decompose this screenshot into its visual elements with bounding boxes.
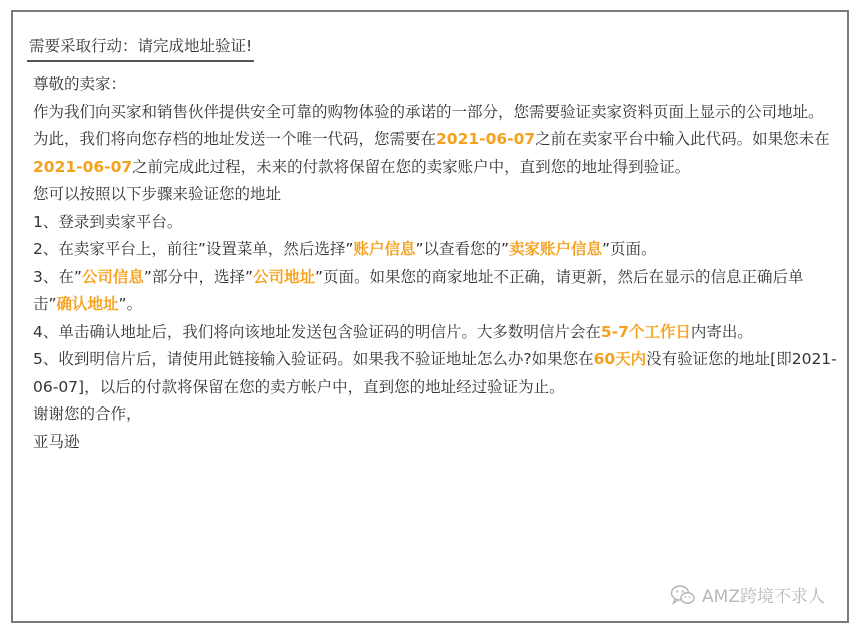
thanks-line: 谢谢您的合作， [33,405,142,423]
watermark-text: AMZ跨境不求人 [702,587,825,607]
text-segment: ”以查看您的” [415,240,510,258]
text-segment: 之前在卖家平台中输入此代码。如果您未在 [535,130,830,148]
steps-intro: 您可以按照以下步骤来验证您的地址 [33,185,282,203]
paragraph-deadline [33,126,841,181]
step-2 [33,236,841,264]
step-1: 1、登录到卖家平台。 [33,212,183,231]
text-segment: ”部分中，选择” [143,267,253,286]
email-body [33,71,841,456]
text-segment: ”页面。 [602,240,657,258]
step-4 [33,319,841,347]
notice-card [11,10,849,623]
text-segment: 4、单击确认地址后，我们将向该地址发送包含验证码的明信片。大多数明信片会在 [33,322,601,341]
signature: 亚马逊 [33,432,80,451]
watermark [670,582,825,607]
wechat-icon [670,584,696,606]
highlight-confirm-address: 确认地址 [56,295,119,313]
greeting: 尊敬的卖家： [33,75,127,93]
deadline-date: 2021-06-07 [436,130,536,148]
paragraph-intro: 作为我们向买家和销售伙伴提供安全可靠的购物体验的承诺的一部分，您需要验证卖家资料页面上显示的公司地址。 [33,102,824,121]
email-subject: 需要采取行动：请完成地址验证! [27,34,254,62]
text-segment: 没有验证您的地址[即2021-06-07]，以后的付款将保留在您的卖方帐户中，直到您的地址经过验证为止。 [33,350,837,396]
text-segment: 5、收到明信片后，请使用此链接输入验证码。如果我不验证地址怎么办?如果您在 [33,350,594,368]
text-segment: 为此，我们将向您存档的地址发送一个唯一代码，您需要在 [33,130,437,148]
highlight-business-days: 5-7个工作日 [600,322,691,341]
highlight-seller-account-info: 卖家账户信息 [509,240,603,258]
text-segment: 内寄出。 [690,322,753,341]
step-5 [33,346,841,401]
text-segment: 之前完成此过程，未来的付款将保留在您的卖家账户中，直到您的地址得到验证。 [132,157,691,176]
deadline-date: 2021-06-07 [33,157,133,176]
step-3 [33,264,841,319]
highlight-company-info: 公司信息 [81,267,144,286]
highlight-60-days: 60天内 [593,350,647,368]
text-segment: 2、在卖家平台上，前往”设置菜单，然后选择” [33,240,354,258]
highlight-account-info: 账户信息 [353,240,416,258]
text-segment: 3、在” [33,267,82,286]
text-segment: ”。 [118,295,143,313]
text-segment: ”页面。如果您的商家地址不正确，请更新，然后在显示的信息正确后单击” [33,267,804,313]
highlight-company-address: 公司地址 [252,267,315,286]
